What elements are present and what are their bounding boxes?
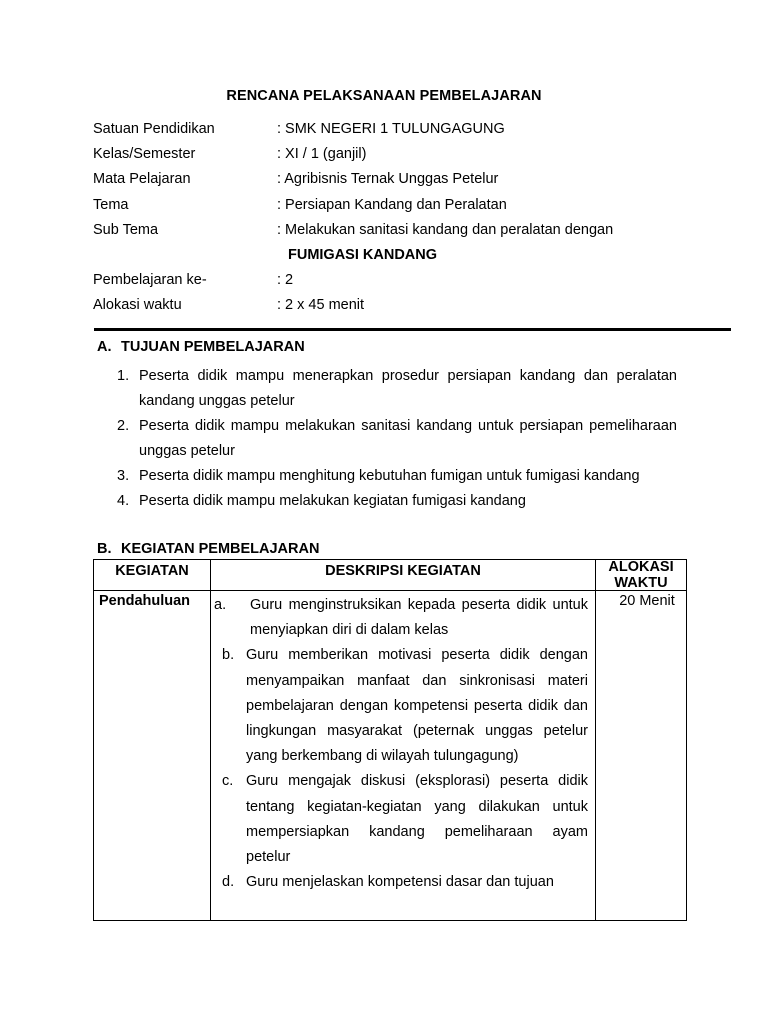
item-marker: b.: [222, 647, 235, 664]
list-item: [93, 464, 677, 489]
meta-value: : 2: [277, 272, 294, 289]
identity-block: [93, 120, 693, 322]
objectives-list: [93, 364, 677, 514]
item-text: Peserta didik mampu menerapkan prosedur persiapan kandang dan peralatan kandang unggas petelur: [139, 368, 677, 409]
meta-value: : Melakukan sanitasi kandang dan peralatan dengan: [277, 221, 614, 238]
meta-row-subtema: [93, 221, 693, 246]
meta-row-mapel: [93, 170, 693, 195]
meta-row-subtema-cont: [93, 246, 693, 271]
list-item: [212, 593, 588, 643]
section-letter: B.: [97, 541, 112, 557]
activities-table: [93, 559, 687, 921]
meta-value: : XI / 1 (ganjil): [277, 146, 367, 163]
meta-label: Kelas/Semester: [93, 146, 196, 163]
meta-label: Sub Tema: [93, 221, 159, 238]
document-title: RENCANA PELAKSANAAN PEMBELAJARAN: [226, 88, 542, 104]
meta-label: Alokasi waktu: [93, 297, 182, 314]
item-text: Peserta didik mampu melakukan sanitasi kandang untuk persiapan pemeliharaan unggas petelur: [139, 418, 677, 459]
meta-row-satuan: [93, 120, 693, 145]
column-divider: [210, 560, 211, 920]
item-number: 1.: [117, 368, 130, 384]
meta-row-alokasi: [93, 296, 693, 321]
section-title: TUJUAN PEMBELAJARAN: [121, 339, 305, 355]
meta-label: Pembelajaran ke-: [93, 272, 207, 289]
meta-label: Satuan Pendidikan: [93, 121, 215, 137]
cell-kegiatan: Pendahuluan: [99, 593, 191, 609]
cell-waktu: 20 Menit: [619, 593, 675, 609]
item-text: Peserta didik mampu menghitung kebutuhan fumigan untuk fumigasi kandang: [139, 468, 640, 484]
meta-value: : SMK NEGERI 1 TULUNGAGUNG: [277, 121, 505, 137]
meta-value: : Agribisnis Ternak Unggas Petelur: [277, 171, 499, 188]
meta-row-tema: [93, 196, 693, 221]
list-item: [212, 870, 588, 895]
list-item: [212, 643, 588, 769]
item-text: Guru menjelaskan kompetensi dasar dan tujuan: [246, 874, 554, 891]
meta-label: Mata Pelajaran: [93, 171, 191, 188]
item-number: 3.: [117, 468, 130, 484]
item-number: 2.: [117, 418, 130, 434]
item-text: Guru menginstruksikan kepada peserta didik untuk menyiapkan diri di dalam kelas: [250, 597, 588, 639]
description-list: [212, 593, 588, 895]
meta-row-kelas: [93, 145, 693, 170]
horizontal-rule: [94, 328, 731, 331]
section-title: KEGIATAN PEMBELAJARAN: [121, 541, 320, 557]
item-text: Guru memberikan motivasi peserta didik dengan menyampaikan manfaat dan sinkronisasi materi pembelajaran dengan kompetensi peserta didik dan lingkungan masyarakat (peternak unggas petelur yang berkembang di wilayah tulungagung): [246, 647, 588, 765]
item-text: Guru mengajak diskusi (eksplorasi) peserta didik tentang kegiatan-kegiatan yang dilakukan untuk mempersiapkan kandang pemeliharaan ayam petelur: [246, 773, 588, 866]
list-item: [212, 769, 588, 870]
list-item: [93, 414, 677, 464]
header-alokasi: ALOKASI WAKTU: [608, 559, 674, 591]
item-marker: c.: [222, 773, 234, 790]
meta-value-emphasis: FUMIGASI KANDANG: [288, 246, 438, 263]
list-item: [93, 364, 677, 414]
section-b-heading: [97, 541, 319, 557]
item-text: Peserta didik mampu melakukan kegiatan fumigasi kandang: [139, 493, 526, 509]
section-a-heading: [97, 339, 305, 355]
header-deskripsi: DESKRIPSI KEGIATAN: [325, 563, 481, 579]
section-letter: A.: [97, 339, 112, 355]
column-divider: [595, 560, 596, 920]
item-marker: d.: [222, 874, 235, 891]
meta-value: : Persiapan Kandang dan Peralatan: [277, 196, 507, 213]
item-marker: a.: [214, 597, 227, 613]
header-divider: [94, 590, 686, 591]
header-kegiatan: KEGIATAN: [115, 563, 189, 579]
meta-value: : 2 x 45 menit: [277, 297, 365, 314]
meta-label: Tema: [93, 196, 129, 213]
list-item: [93, 489, 677, 514]
meta-row-pembelajaran: [93, 271, 693, 296]
item-number: 4.: [117, 493, 130, 509]
